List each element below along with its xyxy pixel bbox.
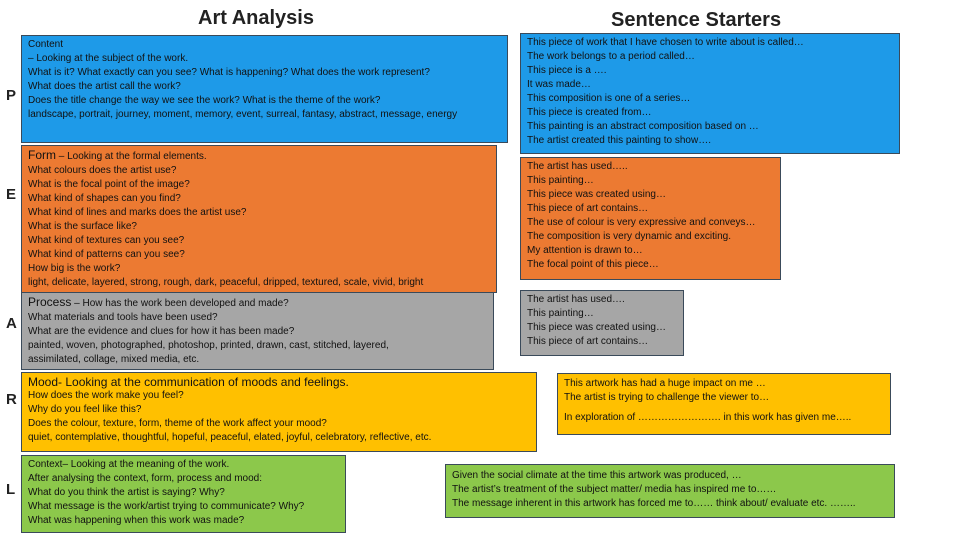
starter-line: In exploration of ……………………. in this work has given me….. — [564, 412, 852, 423]
art-analysis-title: Art Analysis — [198, 7, 314, 29]
form-line: What kind of textures can you see? — [28, 235, 185, 246]
starter-line: The message inherent in this artwork has forced me to…… think about/ evaluate etc. …….. — [452, 498, 856, 509]
starter-line: This piece is created from… — [527, 107, 652, 118]
starter-line: It was made… — [527, 79, 591, 90]
starter-line: This piece of art contains… — [527, 336, 649, 347]
letter-p: P — [6, 87, 17, 104]
form-line: How big is the work? — [28, 263, 121, 274]
content-starters-box — [520, 33, 900, 154]
starter-line: Given the social climate at the time this artwork was produced, … — [452, 470, 742, 481]
mood-box — [21, 372, 537, 452]
form-line: What is the focal point of the image? — [28, 179, 190, 190]
content-line: What is it? What exactly can you see? What is happening? What does the work represent? — [28, 67, 430, 78]
context-line: What message is the work/artist trying to communicate? Why? — [28, 501, 305, 512]
starter-line: My attention is drawn to… — [527, 245, 643, 256]
starter-line: This painting… — [527, 175, 594, 186]
mood-line: How does the work make you feel? — [28, 390, 184, 401]
context-line: After analysing the context, form, process and mood: — [28, 473, 263, 484]
letter-r: R — [6, 391, 17, 408]
context-box — [21, 455, 346, 533]
starter-line: This piece of work that I have chosen to write about is called… — [527, 37, 804, 48]
letter-a: A — [6, 315, 17, 332]
form-line: What colours does the artist use? — [28, 165, 177, 176]
starter-line: The composition is very dynamic and exciting. — [527, 231, 731, 242]
form-box — [21, 145, 497, 293]
letter-l: L — [6, 481, 16, 498]
process-box — [21, 292, 494, 370]
starter-line: The focal point of this piece… — [527, 259, 659, 270]
context-line: What do you think the artist is saying? Why? — [28, 487, 225, 498]
starter-line: The use of colour is very expressive and conveys… — [527, 217, 756, 228]
starter-line: This piece was created using… — [527, 189, 666, 200]
letter-e: E — [6, 186, 17, 203]
context-starters-box — [445, 464, 895, 518]
mood-line: Does the colour, texture, form, theme of the work affect your mood? — [28, 418, 327, 429]
form-heading-row — [28, 148, 490, 164]
starter-line: The artist has used…. — [527, 294, 625, 305]
process-heading: Process — [28, 295, 72, 309]
starter-line: This painting… — [527, 308, 594, 319]
process-keywords: assimilated, collage, mixed media, etc. — [28, 354, 200, 365]
starter-line: This piece is a …. — [527, 65, 607, 76]
form-line: What kind of shapes can you find? — [28, 193, 181, 204]
form-line: What kind of lines and marks does the artist use? — [28, 207, 247, 218]
starter-line: This piece was created using… — [527, 322, 666, 333]
form-line: What is the surface like? — [28, 221, 137, 232]
starter-line: This piece of art contains… — [527, 203, 649, 214]
form-heading-rest: – Looking at the formal elements. — [56, 151, 207, 162]
mood-heading: Mood- Looking at the communication of moods and feelings. — [28, 375, 349, 389]
sentence-starters-title: Sentence Starters — [611, 9, 782, 31]
context-line: What was happening when this work was made? — [28, 515, 245, 526]
process-heading-row — [28, 295, 487, 311]
starter-line: This painting is an abstract composition based on … — [527, 121, 759, 132]
content-line: – Looking at the subject of the work. — [28, 53, 189, 64]
process-line: What materials and tools have been used? — [28, 312, 218, 323]
content-line: What does the artist call the work? — [28, 81, 181, 92]
starter-line: The artist created this painting to show…. — [527, 135, 711, 146]
content-keywords: landscape, portrait, journey, moment, memory, event, surreal, fantasy, abstract, message, energy — [28, 109, 458, 120]
process-heading-rest: – How has the work been developed and made? — [71, 298, 289, 309]
mood-keywords: quiet, contemplative, thoughtful, hopeful, peaceful, elated, joyful, celebratory, reflective, etc. — [28, 432, 432, 443]
form-keywords: light, delicate, layered, strong, rough, dark, peaceful, dripped, textured, scale, vivid, bright — [28, 277, 424, 288]
form-line: What kind of patterns can you see? — [28, 249, 185, 260]
starter-line: This composition is one of a series… — [527, 93, 691, 104]
form-starters-box — [520, 157, 781, 280]
starter-line: This artwork has had a huge impact on me … — [564, 378, 766, 389]
process-starters-box — [520, 290, 684, 356]
mood-starters-box — [557, 373, 891, 435]
mood-line: Why do you feel like this? — [28, 404, 142, 415]
starter-line: The artist is trying to challenge the viewer to… — [564, 392, 770, 403]
content-line: Does the title change the way we see the work? What is the theme of the work? — [28, 95, 381, 106]
starter-line: The work belongs to a period called… — [527, 51, 695, 62]
starter-line: The artist’s treatment of the subject matter/ media has inspired me to…… — [452, 484, 777, 495]
process-line: What are the evidence and clues for how it has been made? — [28, 326, 295, 337]
content-heading: Content — [28, 39, 64, 50]
starter-line: The artist has used….. — [527, 161, 628, 172]
content-box — [21, 35, 508, 143]
process-keywords: painted, woven, photographed, photoshop, printed, drawn, cast, stitched, layered, — [28, 340, 389, 351]
context-heading: Context– Looking at the meaning of the work. — [28, 459, 230, 470]
form-heading: Form — [28, 148, 56, 162]
